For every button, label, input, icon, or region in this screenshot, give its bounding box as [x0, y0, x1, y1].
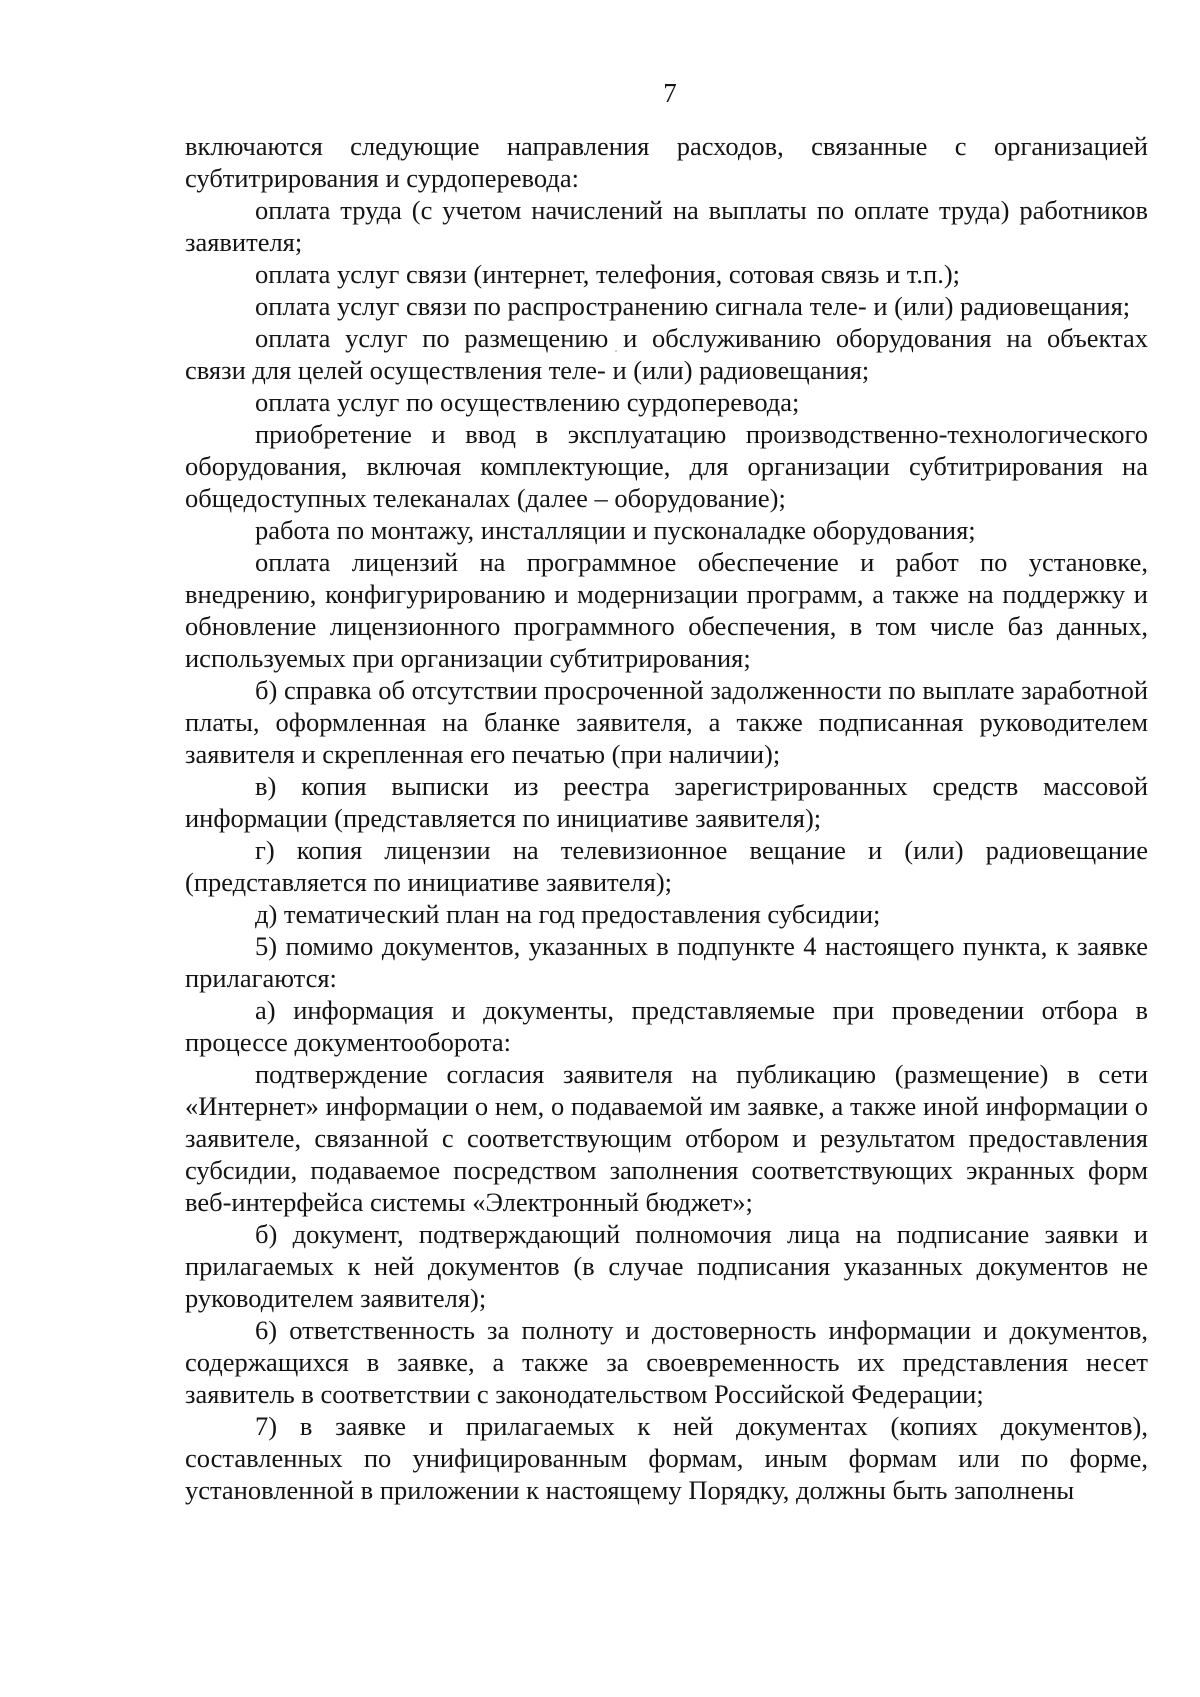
paragraph: 7) в заявке и прилагаемых к ней документах (копиях документов), составленных по унифицированным формам, иным формам или по форме, установленной в приложении к настоящему Порядку, должны быть заполнены: [185, 1411, 1148, 1505]
paragraph: г) копия лицензии на телевизионное вещание и (или) радиовещание (представляется по инициативе заявителя);: [185, 835, 1148, 897]
paragraph: работа по монтажу, инсталляции и пусконаладке оборудования;: [255, 515, 976, 545]
paragraph: б) документ, подтверждающий полномочия лица на подписание заявки и прилагаемых к ней документов (в случае подписания указанных документов не руководителем заявителя);: [185, 1219, 1148, 1313]
paragraph: приобретение и ввод в эксплуатацию производственно-технологического оборудования, включая комплектующие, для организации субтитрирования на общедоступных телеканалах (далее – оборудование);: [185, 419, 1148, 513]
paragraph: оплата труда (с учетом начислений на выплаты по оплате труда) работников заявителя;: [185, 195, 1148, 257]
paragraph: 6) ответственность за полноту и достоверность информации и документов, содержащихся в заявке, а также за своевременность их представления несет заявитель в соответствии с законодательством Российской Федерации;: [185, 1315, 1148, 1409]
paragraph: оплата услуг связи (интернет, телефония, сотовая связь и т.п.);: [255, 259, 961, 289]
paragraph: подтверждение согласия заявителя на публикацию (размещение) в сети «Интернет» информации о нем, о подаваемой им заявке, а также иной информации о заявителе, связанной с соответствующим отбором и результатом предоставления субсидии, подаваемое посредством заполнения соответствующих экранных форм веб-интерфейса системы «Электронный бюджет»;: [185, 1059, 1148, 1217]
paragraph: 5) помимо документов, указанных в подпункте 4 настоящего пункта, к заявке прилагаются:: [185, 931, 1148, 993]
paragraph: включаются следующие направления расходов, связанные с организацией субтитрирования и сурдоперевода:: [185, 131, 1148, 193]
paragraph: д) тематический план на год предоставления субсидии;: [255, 899, 881, 929]
paragraph: а) информация и документы, представляемые при проведении отбора в процессе документооборота:: [185, 995, 1148, 1057]
paragraph: в) копия выписки из реестра зарегистрированных средств массовой информации (представляется по инициативе заявителя);: [185, 771, 1148, 833]
paragraph: оплата услуг по осуществлению сурдоперевода;: [255, 387, 800, 417]
paragraph: б) справка об отсутствии просроченной задолженности по выплате заработной платы, оформленная на бланке заявителя, а также подписанная руководителем заявителя и скрепленная его печатью (при наличии);: [185, 675, 1148, 769]
paragraph: оплата услуг связи по распространению сигнала теле- и (или) радиовещания;: [255, 291, 1131, 321]
document-body: [185, 130, 1148, 1506]
paragraph: оплата лицензий на программное обеспечение и работ по установке, внедрению, конфигурированию и модернизации программ, а также на поддержку и обновление лицензионного программного обеспечения, в том числе баз данных, используемых при организации субтитрирования;: [185, 547, 1148, 673]
page-number: 7: [663, 78, 677, 108]
paragraph: оплата услуг по размещению и обслуживанию оборудования на объектах связи для целей осуществления теле- и (или) радиовещания;: [185, 323, 1148, 385]
